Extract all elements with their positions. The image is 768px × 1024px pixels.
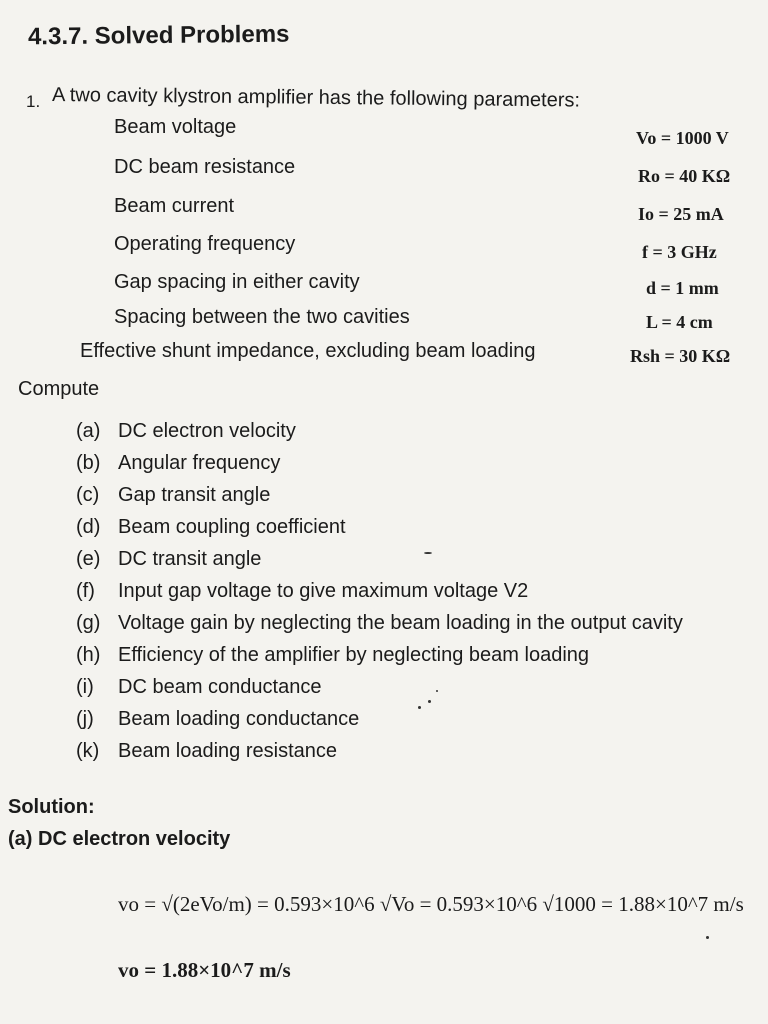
compute-item bbox=[76, 612, 683, 635]
param-value-dc-beam-resistance: Ro = 40 KΩ bbox=[638, 166, 731, 186]
item-label: (j) bbox=[76, 708, 94, 730]
item-label: (g) bbox=[76, 612, 101, 634]
item-label: (e) bbox=[76, 548, 101, 570]
param-value-shunt-impedance: Rsh = 30 KΩ bbox=[630, 346, 731, 366]
compute-item bbox=[76, 580, 528, 603]
item-label: (d) bbox=[76, 516, 101, 538]
compute-item bbox=[76, 740, 337, 763]
item-text: Angular frequency bbox=[118, 452, 281, 474]
problem-intro: A two cavity klystron amplifier has the following parameters: bbox=[51, 84, 581, 112]
param-name-cavity-spacing: Spacing between the two cavities bbox=[114, 306, 410, 328]
item-label: (i) bbox=[76, 676, 94, 698]
param-name-shunt-impedance: Effective shunt impedance, excluding beam loading bbox=[80, 340, 536, 362]
item-label: (b) bbox=[76, 452, 101, 474]
compute-item bbox=[76, 420, 296, 443]
equation-1: vo = √(2eVo/m) = 0.593×10^6 √Vo = 0.593×10^6 √1000 = 1.88×10^7 m/s bbox=[118, 892, 744, 916]
compute-label: Compute bbox=[18, 378, 100, 400]
param-value-beam-voltage: Vo = 1000 V bbox=[636, 128, 729, 148]
part-a-heading: (a) DC electron velocity bbox=[8, 828, 231, 850]
section-title: 4.3.7. Solved Problems bbox=[27, 20, 290, 51]
param-name-dc-beam-resistance: DC beam resistance bbox=[114, 156, 296, 178]
item-text: Input gap voltage to give maximum voltage V2 bbox=[118, 580, 529, 602]
param-name-operating-frequency: Operating frequency bbox=[114, 233, 296, 255]
item-label: (a) bbox=[76, 420, 101, 442]
scan-speck bbox=[436, 690, 438, 692]
compute-item bbox=[76, 516, 346, 539]
item-text: Beam loading resistance bbox=[118, 740, 338, 762]
item-label: (k) bbox=[76, 740, 100, 762]
item-text: Efficiency of the amplifier by neglecting beam loading bbox=[118, 644, 590, 666]
param-name-gap-spacing: Gap spacing in either cavity bbox=[114, 271, 360, 293]
compute-item bbox=[76, 708, 359, 731]
item-text: DC transit angle bbox=[118, 548, 262, 570]
param-value-gap-spacing: d = 1 mm bbox=[646, 278, 719, 298]
item-text: Beam coupling coefficient bbox=[118, 516, 346, 538]
item-text: Gap transit angle bbox=[118, 484, 271, 506]
solution-heading: Solution: bbox=[8, 796, 95, 818]
compute-item bbox=[76, 452, 280, 475]
item-label: (f) bbox=[76, 580, 95, 602]
equation-2: vo = 1.88×10^7 m/s bbox=[118, 958, 291, 982]
param-name-beam-voltage: Beam voltage bbox=[114, 116, 237, 138]
compute-item bbox=[76, 484, 270, 507]
param-name-beam-current: Beam current bbox=[114, 195, 235, 217]
item-text: Beam loading conductance bbox=[118, 708, 360, 730]
param-value-cavity-spacing: L = 4 cm bbox=[646, 312, 713, 332]
item-text: DC electron velocity bbox=[118, 420, 296, 442]
item-text: DC beam conductance bbox=[118, 676, 322, 698]
param-value-beam-current: Io = 25 mA bbox=[638, 204, 724, 224]
compute-item bbox=[76, 548, 261, 571]
scan-speck bbox=[428, 700, 431, 703]
scan-speck bbox=[706, 936, 709, 939]
compute-item bbox=[76, 676, 321, 699]
compute-item bbox=[76, 644, 589, 667]
problem-number: 1. bbox=[26, 92, 41, 111]
item-label: (h) bbox=[76, 644, 101, 666]
scan-speck bbox=[424, 552, 432, 554]
param-value-operating-frequency: f = 3 GHz bbox=[642, 242, 717, 262]
scan-speck bbox=[418, 706, 421, 709]
item-text: Voltage gain by neglecting the beam loading in the output cavity bbox=[118, 612, 683, 634]
item-label: (c) bbox=[76, 484, 100, 506]
